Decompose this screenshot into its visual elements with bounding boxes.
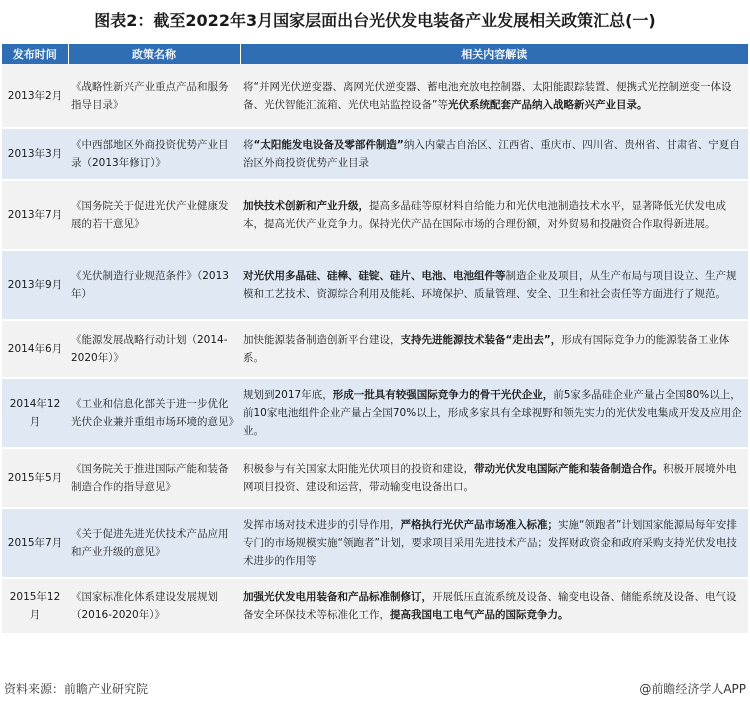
table-row (2, 578, 748, 634)
row-policy-name: 《中西部地区外商投资优势产业目录（2013年修订）》 (68, 128, 240, 180)
content-text: 制造企业及项目，从生产布局与项目设立、生产规模和工艺技术、资源综合利用及能耗、环境保护、质量管理、安全、卫生和社会责任等方面进行了规范。 (243, 270, 737, 300)
header-content: 相关内容解读 (240, 44, 748, 64)
content-highlight: 光伏系统配套产品纳入战略新兴产业目录。 (447, 98, 648, 111)
row-time: 2014年6月 (2, 320, 68, 378)
content-text: 加快能源装备制造创新平台建设， (243, 334, 401, 346)
content-text: 纳入内蒙古自治区、江西省、重庆市、四川省、贵州省、甘肃省、宁夏自治区外商投资优势产业目录 (243, 139, 740, 169)
table-row (2, 508, 748, 578)
content-text: 将 (243, 139, 254, 151)
row-policy-name: 《关于促进先进光伏技术产品应用和产业升级的意见》 (68, 508, 240, 578)
row-content (240, 578, 748, 634)
row-policy-name: 《战略性新兴产业重点产品和服务指导目录》 (68, 64, 240, 128)
content-text: 开展低压直流系统及设备、输变电设备、储能系统及设备、电气设备安全环保技术等标准化工作， (243, 591, 737, 621)
policy-table (2, 44, 748, 635)
table-row (2, 64, 748, 128)
content-highlight: 加强光伏发电用装备和产品标准制修订， (243, 591, 432, 603)
row-content (240, 250, 748, 320)
content-text: 积极参与有关国家太阳能光伏项目的投资和建设， (243, 463, 474, 475)
content-highlight: 对光伏用多晶硅、硅棒、硅锭、硅片、电池、电池组件等 (243, 270, 506, 282)
row-content (240, 128, 748, 180)
header-time: 发布时间 (2, 44, 68, 64)
content-highlight: 带动光伏发电国际产能和装备制造合作。 (474, 463, 663, 475)
row-time: 2015年12月 (2, 578, 68, 634)
table-row (2, 128, 748, 180)
content-text: 规划到2017年底， (243, 389, 333, 401)
content-highlight: 形成一批具有较强国际竞争力的骨干光伏企业， (332, 389, 554, 401)
content-highlight: 提高我国电工电气产品的国际竞争力。 (390, 609, 569, 621)
row-content (240, 180, 748, 250)
row-content (240, 508, 748, 578)
table-row (2, 378, 748, 448)
content-text: 发挥市场对技术进步的引导作用， (243, 519, 401, 531)
row-content (240, 448, 748, 508)
row-time: 2013年3月 (2, 128, 68, 180)
header-policy-name: 政策名称 (68, 44, 240, 64)
table-header-row (2, 44, 748, 64)
row-time: 2015年5月 (2, 448, 68, 508)
row-content (240, 378, 748, 448)
row-time: 2013年7月 (2, 180, 68, 250)
footer (0, 680, 750, 700)
row-policy-name: 《国家标准化体系建设发展规划（2016-2020年）》 (68, 578, 240, 634)
content-highlight: 加快技术创新和产业升级， (243, 200, 369, 212)
row-policy-name: 《工业和信息化部关于进一步优化光伏企业兼并重组市场环境的意见》 (68, 378, 240, 448)
table-row (2, 448, 748, 508)
content-highlight: 支持先进能源技术装备“走出去”， (400, 334, 562, 346)
chart-title: 图表2：截至2022年3月国家层面出台光伏发电装备产业发展相关政策汇总(一) (94, 11, 656, 30)
content-text: 提高多晶硅等原材料自给能力和光伏电池制造技术水平，显著降低光伏发电成本，提高光伏产业竞争力。保持光伏产品在国际市场的合理份额，对外贸易和投融资合作取得新进展。 (243, 200, 726, 230)
row-policy-name: 《光伏制造行业规范条件》（2013年） (68, 250, 240, 320)
table-row (2, 250, 748, 320)
content-highlight: 严格执行光伏产品市场准入标准； (400, 519, 558, 531)
row-content (240, 64, 748, 128)
table-row (2, 180, 748, 250)
row-policy-name: 《国务院关于推进国际产能和装备制造合作的指导意见》 (68, 448, 240, 508)
row-time: 2013年9月 (2, 250, 68, 320)
content-text: 积极开展境外电网项目投资、建设和运营，带动输变电设备出口。 (243, 463, 737, 493)
source-note: 资料来源：前瞻产业研究院 (4, 682, 149, 696)
row-content (240, 320, 748, 378)
brand-label: @前瞻经济学人APP (639, 682, 746, 696)
row-policy-name: 《国务院关于促进光伏产业健康发展的若干意见》 (68, 180, 240, 250)
row-time: 2015年7月 (2, 508, 68, 578)
content-text: 前5家多晶硅企业产量占全国80%以上，前10家电池组件企业产量占全国70%以上，形成多家具有全球视野和领先实力的光伏发电集成开发及应用企业。 (243, 389, 742, 437)
content-highlight: “太阳能发电设备及零部件制造” (253, 139, 404, 151)
row-policy-name: 《能源发展战略行动计划（2014-2020年）》 (68, 320, 240, 378)
row-time: 2013年2月 (2, 64, 68, 128)
content-text: 实施“领跑者”计划国家能源局每年安排专门的市场规模实施“领跑者”计划，要求项目采用先进技术产品；发挥财政资金和政府采购支持光伏发电技术进步的作用等 (243, 519, 737, 567)
table-row (2, 320, 748, 378)
content-text: 形成有国际竞争力的能源装备工业体系。 (243, 334, 730, 364)
row-time: 2014年12月 (2, 378, 68, 448)
content-text: 将“并网光伏逆变器、离网光伏逆变器、蓄电池充放电控制器、太阳能跟踪装置、便携式光控制逆变一体设备、光伏智能汇流箱、光伏电站监控设备”等 (243, 80, 732, 111)
